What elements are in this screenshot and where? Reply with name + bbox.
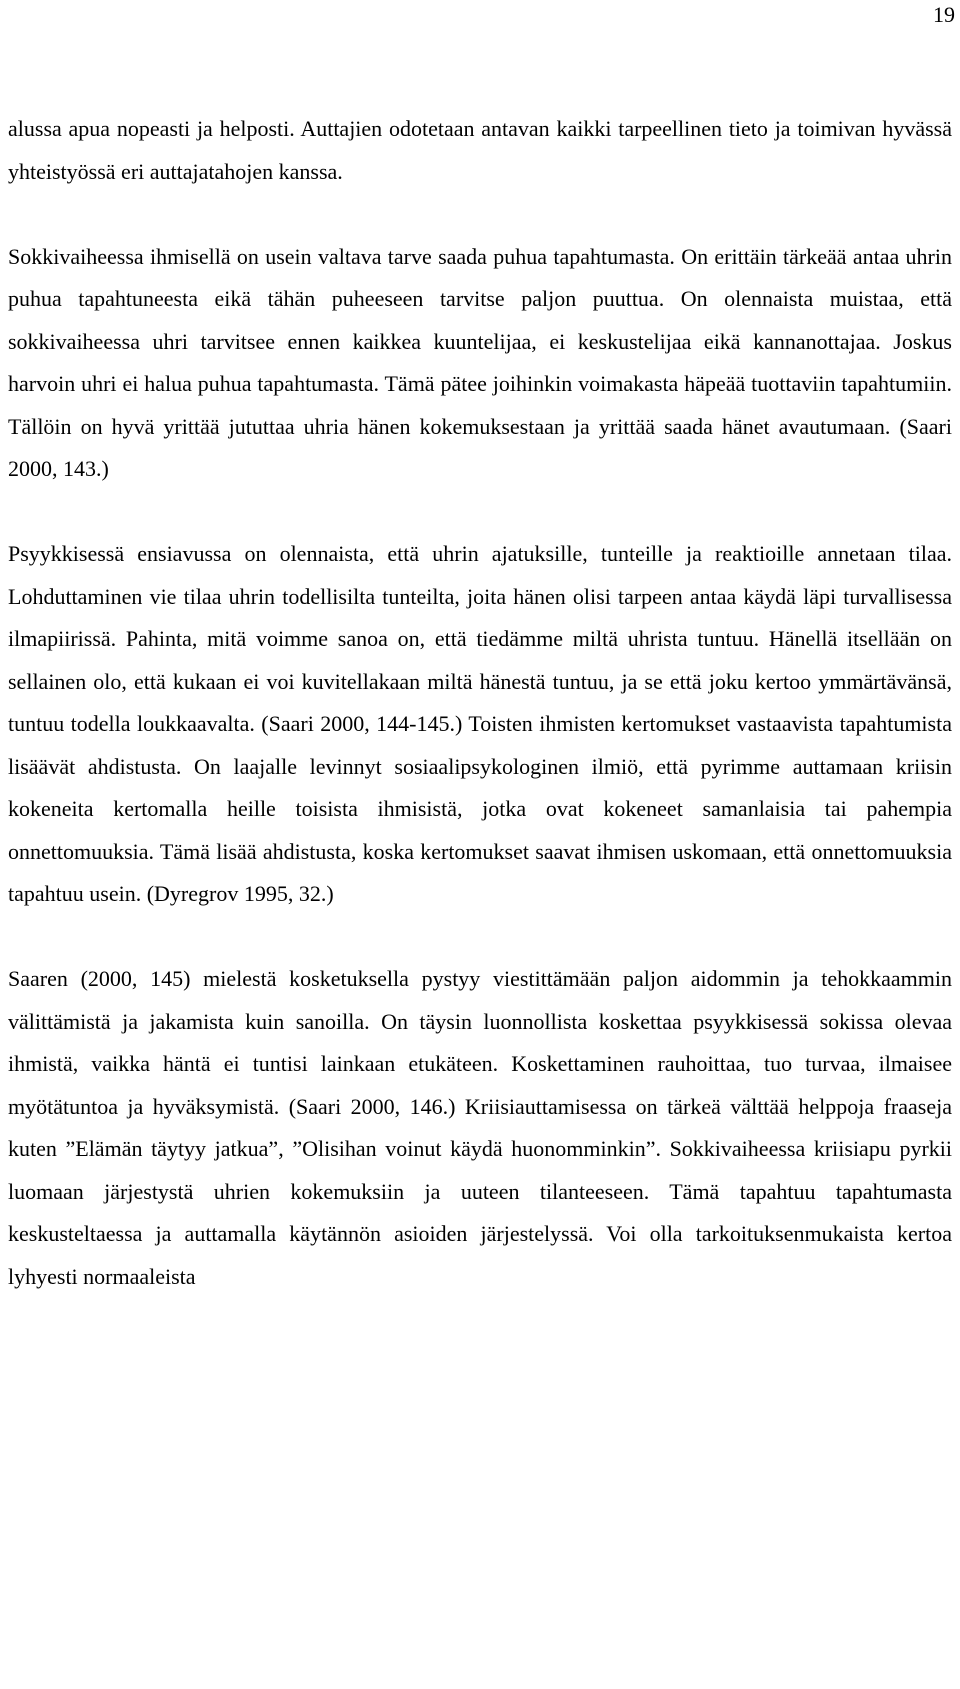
paragraph-3: Psyykkisessä ensiavussa on olennaista, että uhrin ajatuksille, tunteille ja reaktioille annetaan tilaa. Lohduttaminen vie tilaa uhrin todellisilta tunteilta, joita hänen olisi tarpeen antaa käydä läpi turvallisessa ilmapiirissä. Pahinta, mitä voimme sanoa on, että tiedämme miltä uhrista tuntuu. Hänellä itsellään on sellainen olo, että kukaan ei voi kuvitellakaan miltä hänestä tuntuu, ja se että joku kertoo ymmärtävänsä, tuntuu todella loukkaavalta. (Saari 2000, 144-145.) Toisten ihmisten kertomukset vastaavista tapahtumista lisäävät ahdistusta. On laajalle levinnyt sosiaalipsykologinen ilmiö, että pyrimme auttamaan kriisin kokeneita kertomalla heille toisista ihmisistä, jotka ovat kokeneet samanlaisia tai pahempia onnettomuuksia. Tämä lisää ahdistusta, koska kertomukset saavat ihmisen uskomaan, että onnettomuuksia tapahtuu usein. (Dyregrov 1995, 32.) [8, 541, 952, 906]
paragraph-4: Saaren (2000, 145) mielestä kosketuksella pystyy viestittämään paljon aidommin ja tehokkaammin välittämistä ja jakamista kuin sanoilla. On täysin luonnollista koskettaa psyykkisessä sokissa olevaa ihmistä, vaikka häntä ei tuntisi lainkaan etukäteen. Koskettaminen rauhoittaa, tuo turvaa, ilmaisee myötätuntoa ja hyväksymistä. (Saari 2000, 146.) Kriisiauttamisessa on tärkeä välttää helppoja fraaseja kuten ”Elämän täytyy jatkua”, ”Olisihan voinut käydä huonomminkin”. Sokkivaiheessa kriisiapu pyrkii luomaan järjestystä uhrien kokemuksiin ja uuteen tilanteeseen. Tämä tapahtuu tapahtumasta keskusteltaessa ja auttamalla käytännön asioiden järjestelyssä. Voi olla tarkoituksenmukaista kertoa lyhyesti normaaleista [8, 966, 952, 1289]
paragraph-2: Sokkivaiheessa ihmisellä on usein valtava tarve saada puhua tapahtumasta. On erittäin tärkeää antaa uhrin puhua tapahtuneesta eikä tähän puheeseen tarvitse paljon puuttua. On olennaista muistaa, että sokkivaiheessa uhri tarvitsee ennen kaikkea kuuntelijaa, ei keskustelijaa eikä kannanottajaa. Joskus harvoin uhri ei halua puhua tapahtumasta. Tämä pätee joihinkin voimakasta häpeää tuottaviin tapahtumiin. Tällöin on hyvä yrittää jututtaa uhria hänen kokemuksestaan ja yrittää saada hänet avautumaan. (Saari 2000, 143.) [8, 243, 952, 481]
paragraph-1: alussa apua nopeasti ja helposti. Auttajien odotetaan antavan kaikki tarpeellinen tieto ja toimivan hyvässä yhteistyössä eri auttajatahojen kanssa. [8, 116, 952, 184]
body-text [8, 108, 952, 1298]
page-number: 19 [933, 2, 955, 27]
